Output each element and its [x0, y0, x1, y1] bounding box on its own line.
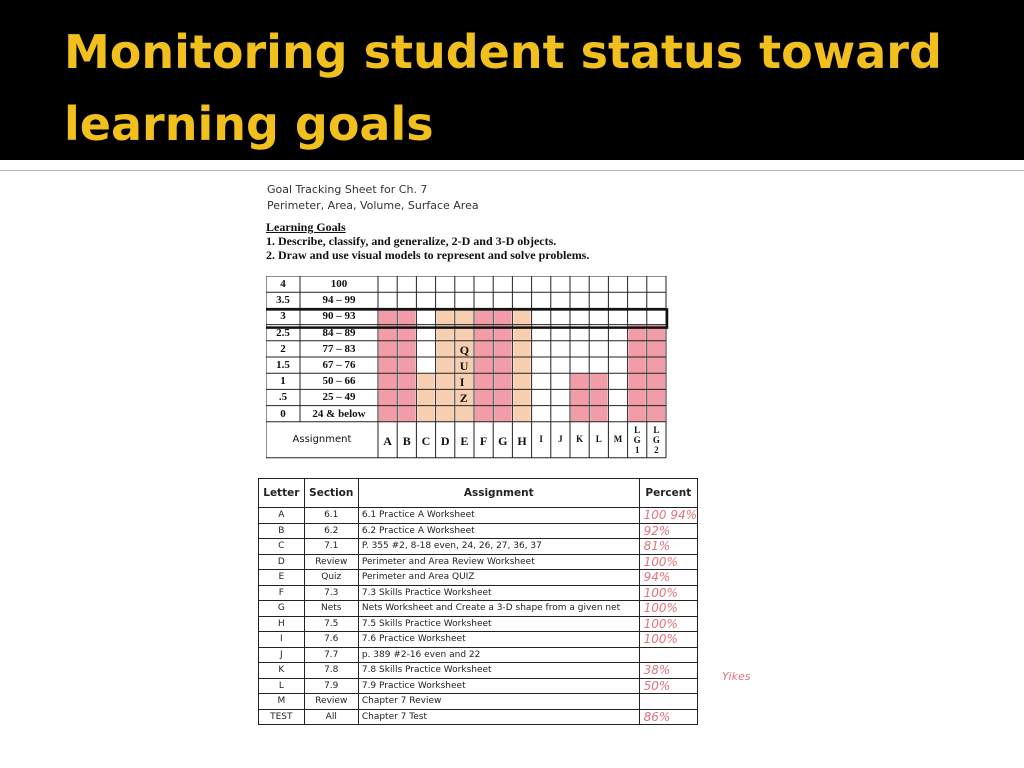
cell-letter: C	[259, 539, 305, 555]
level-range: 67 – 76	[322, 359, 356, 371]
table-row	[259, 647, 698, 663]
level-score: 4	[280, 278, 286, 290]
quiz-letter: Q	[459, 342, 470, 357]
column-label-k: K	[576, 433, 584, 444]
cell-assignment: P. 355 #2, 8-18 even, 24, 26, 27, 36, 37	[358, 539, 639, 555]
title-divider	[0, 160, 1024, 171]
level-score: 1	[280, 375, 286, 388]
table-row	[259, 694, 698, 710]
column-label-i: I	[539, 433, 543, 444]
column-label-lg2: L G 2	[652, 424, 660, 455]
column-label-f: F	[479, 433, 488, 448]
column-label-e: E	[460, 433, 469, 448]
shading-g	[494, 308, 511, 421]
slide-title-line-1: Monitoring student status toward	[64, 25, 942, 79]
shading-a	[379, 308, 396, 421]
cell-section: All	[304, 709, 358, 725]
cell-letter: F	[259, 585, 305, 601]
sheet-heading	[267, 182, 479, 214]
assignment-table-header	[259, 479, 698, 508]
cell-assignment: 7.9 Practice Worksheet	[358, 678, 639, 694]
cell-percent: 100%	[639, 554, 697, 570]
cell-percent: 100%	[639, 601, 697, 617]
table-row	[259, 601, 698, 617]
quiz-letter: U	[459, 359, 469, 373]
level-range: 77 – 83	[322, 342, 356, 355]
shading-h	[513, 308, 530, 421]
col-section: Section	[304, 479, 358, 508]
learning-goals-heading: Learning Goals	[266, 220, 346, 234]
table-row	[259, 632, 698, 648]
cell-assignment: 6.1 Practice A Worksheet	[358, 508, 639, 524]
level-score: 2.5	[276, 326, 290, 339]
col-percent: Percent	[639, 479, 697, 508]
progress-grid	[266, 276, 676, 470]
column-label-l: L	[595, 433, 602, 444]
shading-l	[590, 373, 607, 422]
quiz-letter: Z	[459, 391, 468, 406]
learning-goal-2: 2. Draw and use visual models to represent and solve problems.	[266, 248, 590, 262]
cell-percent: 100 94%	[639, 508, 697, 524]
cell-letter: K	[259, 663, 305, 679]
sheet-subtitle: Perimeter, Area, Volume, Surface Area	[267, 199, 479, 212]
column-label-m: M	[613, 433, 623, 444]
table-row	[259, 570, 698, 586]
table-row	[259, 523, 698, 539]
cell-percent: 81%	[639, 539, 697, 555]
cell-assignment: 6.2 Practice A Worksheet	[358, 523, 639, 539]
cell-assignment: Nets Worksheet and Create a 3-D shape from a given net	[358, 601, 639, 617]
level-range: 24 & below	[312, 407, 366, 420]
cell-assignment: 7.3 Skills Practice Worksheet	[358, 585, 639, 601]
level-score: 2	[280, 342, 286, 355]
cell-percent: 100%	[639, 616, 697, 632]
col-assignment: Assignment	[358, 479, 639, 508]
cell-section: 7.9	[304, 678, 358, 694]
table-row	[259, 663, 698, 679]
cell-letter: D	[259, 554, 305, 570]
table-row	[259, 539, 698, 555]
assignment-table	[258, 478, 698, 725]
cell-letter: M	[259, 694, 305, 710]
cell-section: 7.1	[304, 539, 358, 555]
cell-letter: A	[259, 508, 305, 524]
quiz-letter: I	[459, 375, 465, 390]
cell-percent: 38%	[639, 663, 697, 679]
level-range: 90 – 93	[322, 310, 356, 323]
learning-goal-1: 1. Describe, classify, and generalize, 2-D and 3-D objects.	[266, 234, 557, 248]
table-row	[259, 554, 698, 570]
level-score: .5	[278, 391, 288, 404]
cell-section: 7.7	[304, 647, 358, 663]
cell-assignment: 7.5 Skills Practice Worksheet	[358, 616, 639, 632]
cell-percent: 100%	[639, 632, 697, 648]
shading-k	[571, 373, 588, 422]
level-range: 84 – 89	[322, 326, 356, 339]
cell-letter: L	[259, 678, 305, 694]
col-letter: Letter	[259, 479, 305, 508]
cell-assignment: 7.8 Skills Practice Worksheet	[358, 663, 639, 679]
cell-section: Quiz	[304, 570, 358, 586]
sheet-title: Goal Tracking Sheet for Ch. 7	[267, 183, 428, 196]
shading-c	[417, 373, 434, 422]
cell-percent: 50%	[639, 678, 697, 694]
column-label-lg1: L G 1	[633, 424, 641, 455]
shading-b	[398, 308, 415, 421]
cell-letter: I	[259, 632, 305, 648]
table-row	[259, 678, 698, 694]
cell-assignment: Chapter 7 Test	[358, 709, 639, 725]
cell-percent: 92%	[639, 523, 697, 539]
table-row	[259, 585, 698, 601]
cell-section: Nets	[304, 601, 358, 617]
table-row	[259, 508, 698, 524]
cell-percent	[639, 694, 697, 710]
cell-section: Review	[304, 554, 358, 570]
shading-d	[437, 308, 454, 421]
level-score: 3.5	[276, 294, 290, 307]
table-row	[259, 709, 698, 725]
cell-section: 7.3	[304, 585, 358, 601]
cell-assignment: Chapter 7 Review	[358, 694, 639, 710]
assignment-axis-label: Assignment	[292, 433, 352, 445]
cell-letter: J	[259, 647, 305, 663]
level-range: 25 – 49	[322, 391, 356, 404]
level-score: 1.5	[276, 359, 290, 371]
column-label-a: A	[383, 433, 392, 448]
cell-section: 7.8	[304, 663, 358, 679]
slide-title-bar	[0, 0, 1024, 160]
cell-percent: 86%	[639, 709, 697, 725]
cell-section: 7.5	[304, 616, 358, 632]
column-label-j: J	[558, 433, 563, 444]
column-label-d: D	[440, 433, 450, 448]
shading-f	[475, 308, 492, 421]
cell-assignment: Perimeter and Area Review Worksheet	[358, 554, 639, 570]
cell-percent	[639, 647, 697, 663]
cell-section: 6.1	[304, 508, 358, 524]
cell-section: Review	[304, 694, 358, 710]
column-label-g: G	[498, 433, 508, 448]
cell-assignment: p. 389 #2-16 even and 22	[358, 647, 639, 663]
column-label-c: C	[421, 433, 431, 448]
level-score: 3	[280, 310, 286, 323]
cell-percent: 94%	[639, 570, 697, 586]
cell-letter: B	[259, 523, 305, 539]
table-row	[259, 616, 698, 632]
slide-title-line-2: learning goals	[64, 97, 434, 151]
cell-section: 6.2	[304, 523, 358, 539]
cell-letter: E	[259, 570, 305, 586]
cell-percent: 100%	[639, 585, 697, 601]
learning-goals	[266, 220, 589, 262]
cell-assignment: Perimeter and Area QUIZ	[358, 570, 639, 586]
level-range: 100	[330, 278, 348, 290]
yikes-note: Yikes	[722, 670, 751, 683]
column-label-h: H	[517, 433, 527, 448]
goal-tracking-sheet	[238, 172, 751, 752]
column-label-b: B	[402, 433, 411, 448]
cell-assignment: 7.6 Practice Worksheet	[358, 632, 639, 648]
level-score: 0	[280, 407, 286, 420]
cell-letter: G	[259, 601, 305, 617]
cell-section: 7.6	[304, 632, 358, 648]
level-range: 94 – 99	[322, 294, 356, 307]
cell-letter: TEST	[259, 709, 305, 725]
level-range: 50 – 66	[322, 375, 356, 388]
cell-letter: H	[259, 616, 305, 632]
